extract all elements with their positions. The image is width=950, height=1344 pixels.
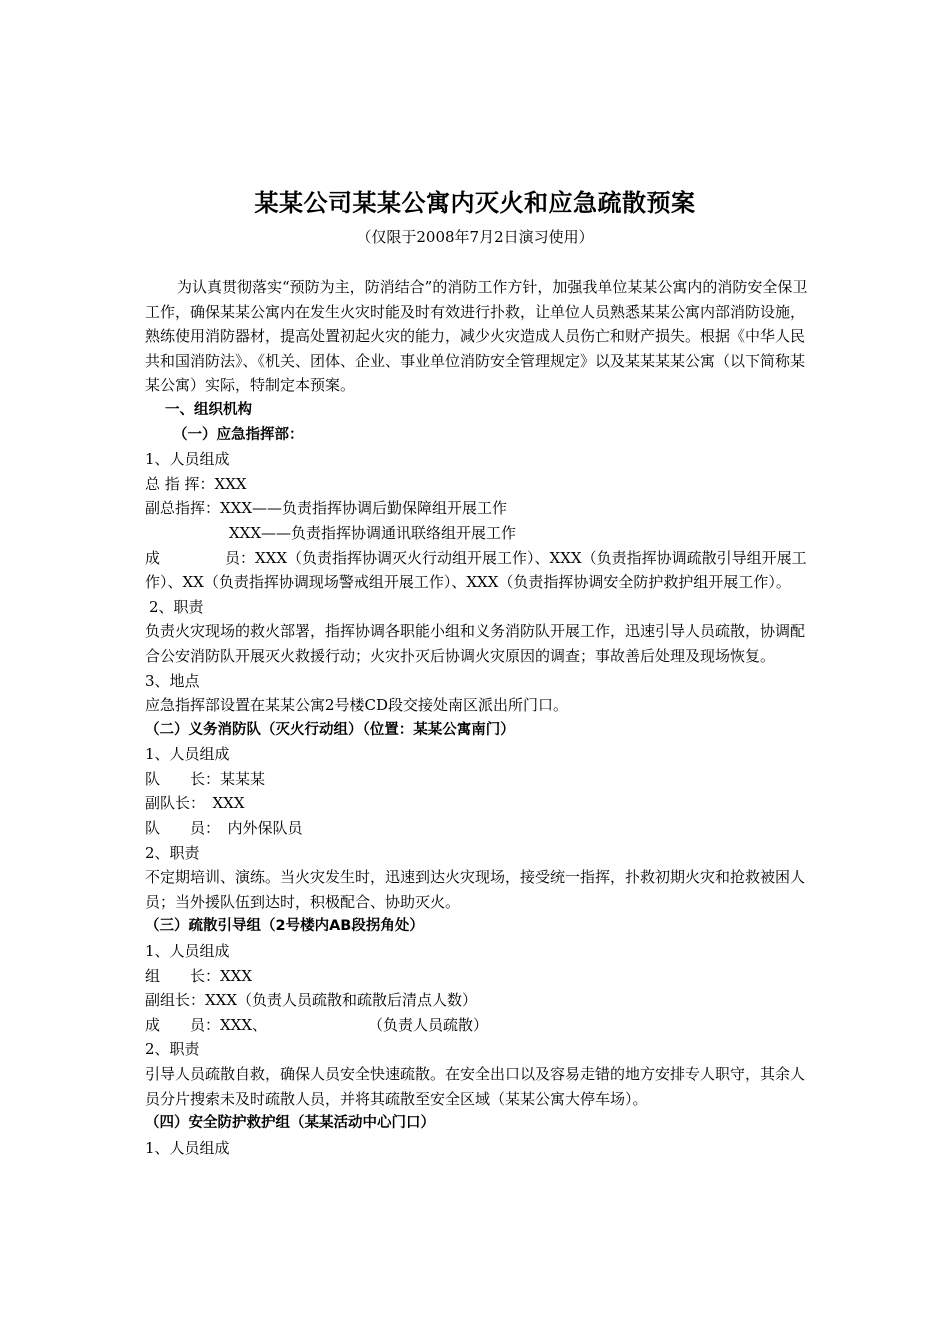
duty-paragraph: 负责火灾现场的救火部署，指挥协调各职能小组和义务消防队开展工作，迅速引导人员疏散，协调配合公安消防队开展灭火救援行动；火灾扑灭后协调火灾原因的调查；事故善后处理及现场恢复。 [145,622,806,665]
commander-line: 总 指 挥：XXX [145,474,247,493]
deputy-leader-line: 副组长：XXX（负责人员疏散和疏散后清点人数） [145,991,478,1010]
deputy-commander-line: XXX——负责指挥协调通讯联络组开展工作 [229,523,517,542]
document-title: 某某公司某某公寓内灭火和应急疏散预案 [254,189,696,217]
members-line: 队 员： 内外保队员 [145,819,303,838]
duty-paragraph: 不定期培训、演练。当火灾发生时，迅速到达火灾现场，接受统一指挥，扑救初期火灾和抢救被困人员；当外援队伍到达时，积极配合、协助灭火。 [145,868,806,911]
item-heading: 1、人员组成 [145,1138,230,1157]
item-heading: 1、人员组成 [145,942,230,961]
intro-paragraph: 为认真贯彻落实“预防为主，防消结合”的消防工作方针，加强我单位某某公寓内的消防安全保卫工作，确保某某公寓内在发生火灾时能及时有效进行扑救，让单位人员熟悉某某公寓内部消防设施，熟练使用消防器材，提高处置初起火灾的能力，减少火灾造成人员伤亡和财产损失。根据《中华人民共和国消防法》、《机关、团体、企业、事业单位消防安全管理规定》以及某某某某公寓（以下简称某某公寓）实际，特制定本预案。 [145,278,808,395]
members-paragraph [145,546,810,595]
item-heading: 3、地点 [145,671,200,690]
item-heading: 2、职责 [149,597,204,616]
document-subtitle: （仅限于2008年7月2日演习使用） [356,228,594,246]
item-heading: 2、职责 [145,1040,200,1059]
members-text: 员：XXX（负责指挥协调灭火行动组开展工作）、XXX（负责指挥协调疏散引导组开展工作）、XX（负责指挥协调现场警戒组开展工作）、XXX（负责指挥协调安全防护救护组开展工作）。 [145,548,807,592]
document-body [145,275,810,1160]
leader-line: 组 长：XXX [145,966,253,985]
subsection-heading: （二）义务消防队（灭火行动组）（位置：某某公寓南门） [145,721,515,738]
location-paragraph: 应急指挥部设置在某某公寓2号楼CD段交接处南区派出所门口。 [145,696,569,715]
subsection-heading: （一）应急指挥部： [173,426,304,443]
members-left: 成 员：XXX、 [145,1015,268,1034]
deputy-leader-line: 副队长： XXX [145,794,245,813]
item-heading: 1、人员组成 [145,745,230,764]
section-heading: 一、组织机构 [165,401,252,418]
deputy-commander-line: 副总指挥：XXX——负责指挥协调后勤保障组开展工作 [145,499,508,518]
members-label: 成 [145,548,161,567]
members-right: （负责人员疏散） [368,1015,489,1034]
leader-line: 队 长：某某某 [145,769,266,788]
item-heading: 1、人员组成 [145,450,230,469]
members-line [145,1013,810,1038]
subsection-heading: （三）疏散引导组（2号楼内AB段拐角处） [145,918,424,935]
item-heading: 2、职责 [145,843,200,862]
subsection-heading: （四）安全防护救护组（某某活动中心门口） [145,1115,435,1132]
duty-paragraph: 引导人员疏散自救，确保人员安全快速疏散。在安全出口以及容易走错的地方安排专人职守，其余人员分片搜索未及时疏散人员，并将其疏散至安全区域（某某公寓大停车场）。 [145,1065,806,1108]
